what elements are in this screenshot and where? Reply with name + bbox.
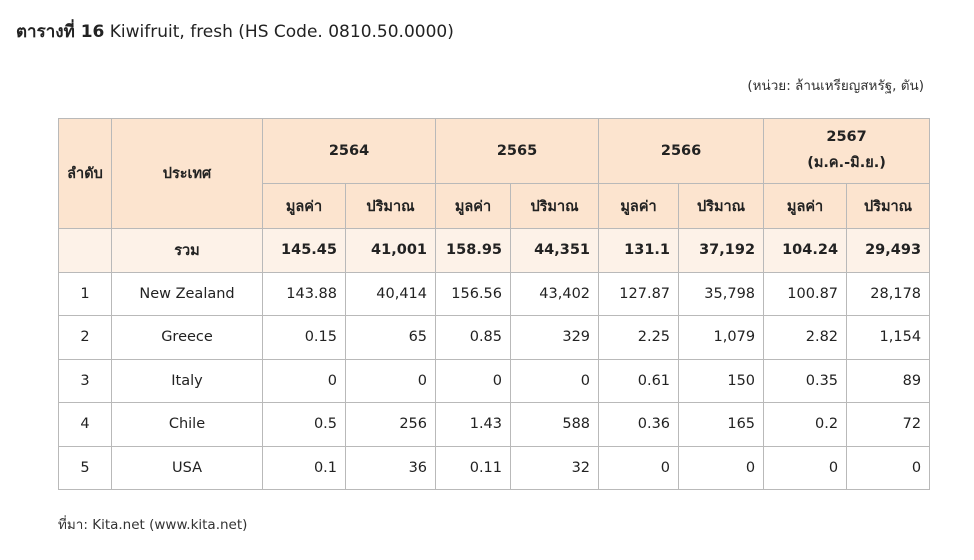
table-cell: 0.35 <box>764 359 847 403</box>
table-cell: 1.43 <box>436 403 511 447</box>
table-cell: 43,402 <box>511 272 599 316</box>
table-cell: 0 <box>599 446 679 490</box>
table-cell: 127.87 <box>599 272 679 316</box>
quantity-header: ปริมาณ <box>511 184 599 229</box>
table-cell: 28,178 <box>847 272 930 316</box>
table-cell: 2.82 <box>764 316 847 360</box>
table-cell: 131.1 <box>599 229 679 273</box>
table-cell: 0.15 <box>263 316 346 360</box>
country-cell: New Zealand <box>112 272 263 316</box>
year-header <box>599 119 764 184</box>
rank-header: ลำดับ <box>59 119 112 229</box>
table-cell: 145.45 <box>263 229 346 273</box>
table-cell: 158.95 <box>436 229 511 273</box>
table-cell: 2.25 <box>599 316 679 360</box>
rank-cell: 2 <box>59 316 112 360</box>
unit-note: (หน่วย: ล้านเหรียญสหรัฐ, ตัน) <box>747 78 924 94</box>
rank-cell: 3 <box>59 359 112 403</box>
table-cell: 1,079 <box>679 316 764 360</box>
table-row <box>59 446 930 490</box>
table-cell: 0 <box>346 359 436 403</box>
rank-cell: 1 <box>59 272 112 316</box>
table-cell: 256 <box>346 403 436 447</box>
rank-cell: 4 <box>59 403 112 447</box>
table-cell: 0.11 <box>436 446 511 490</box>
table-cell: 0 <box>847 446 930 490</box>
quantity-header: ปริมาณ <box>847 184 930 229</box>
year-header <box>436 119 599 184</box>
table-cell: 0 <box>511 359 599 403</box>
table-cell: 29,493 <box>847 229 930 273</box>
table-cell: 0.1 <box>263 446 346 490</box>
table-cell: 0 <box>679 446 764 490</box>
table-row <box>59 403 930 447</box>
year-header <box>263 119 436 184</box>
year-sublabel: (ม.ค.-มิ.ย.) <box>807 154 886 171</box>
table-cell: 35,798 <box>679 272 764 316</box>
table-cell: 150 <box>679 359 764 403</box>
table-cell: 0.85 <box>436 316 511 360</box>
table-title-text: Kiwifruit, fresh (HS Code. 0810.50.0000) <box>109 22 454 42</box>
value-header: มูลค่า <box>263 184 346 229</box>
table-cell: 1,154 <box>847 316 930 360</box>
table-cell: 0 <box>764 446 847 490</box>
table-cell: 329 <box>511 316 599 360</box>
table-cell: 156.56 <box>436 272 511 316</box>
table-cell: 40,414 <box>346 272 436 316</box>
table-number: ตารางที่ 16 <box>16 22 105 42</box>
value-header: มูลค่า <box>764 184 847 229</box>
total-row <box>59 229 930 273</box>
table-row <box>59 316 930 360</box>
table-title <box>16 18 454 45</box>
table-cell: 36 <box>346 446 436 490</box>
value-header: มูลค่า <box>436 184 511 229</box>
table-cell: 65 <box>346 316 436 360</box>
table-cell: 0 <box>436 359 511 403</box>
table-cell: 72 <box>847 403 930 447</box>
country-cell: Greece <box>112 316 263 360</box>
source-note: ที่มา: Kita.net (www.kita.net) <box>58 517 248 533</box>
table-cell: 0.61 <box>599 359 679 403</box>
table-body <box>59 229 930 490</box>
country-header: ประเทศ <box>112 119 263 229</box>
year-header <box>764 119 930 184</box>
country-cell: Italy <box>112 359 263 403</box>
table-cell: 0.5 <box>263 403 346 447</box>
year-label: 2565 <box>496 143 538 159</box>
rank-cell: 5 <box>59 446 112 490</box>
table-row <box>59 359 930 403</box>
table-cell: 89 <box>847 359 930 403</box>
year-label: 2567 <box>826 128 867 145</box>
quantity-header: ปริมาณ <box>346 184 436 229</box>
table-cell: 588 <box>511 403 599 447</box>
country-cell: USA <box>112 446 263 490</box>
table-cell: 0.2 <box>764 403 847 447</box>
year-label: 2564 <box>328 143 370 159</box>
table-cell: 104.24 <box>764 229 847 273</box>
table-cell: 0.36 <box>599 403 679 447</box>
table-cell: 165 <box>679 403 764 447</box>
table-cell: 100.87 <box>764 272 847 316</box>
table-cell: 143.88 <box>263 272 346 316</box>
table-cell <box>59 229 112 273</box>
table-cell: 41,001 <box>346 229 436 273</box>
value-header: มูลค่า <box>599 184 679 229</box>
country-cell: Chile <box>112 403 263 447</box>
table-cell: 0 <box>263 359 346 403</box>
table-cell: 37,192 <box>679 229 764 273</box>
total-label: รวม <box>112 229 263 273</box>
year-label: 2566 <box>660 143 702 159</box>
table-cell: 32 <box>511 446 599 490</box>
table-cell: 44,351 <box>511 229 599 273</box>
import-table <box>58 118 930 490</box>
quantity-header: ปริมาณ <box>679 184 764 229</box>
table-row <box>59 272 930 316</box>
